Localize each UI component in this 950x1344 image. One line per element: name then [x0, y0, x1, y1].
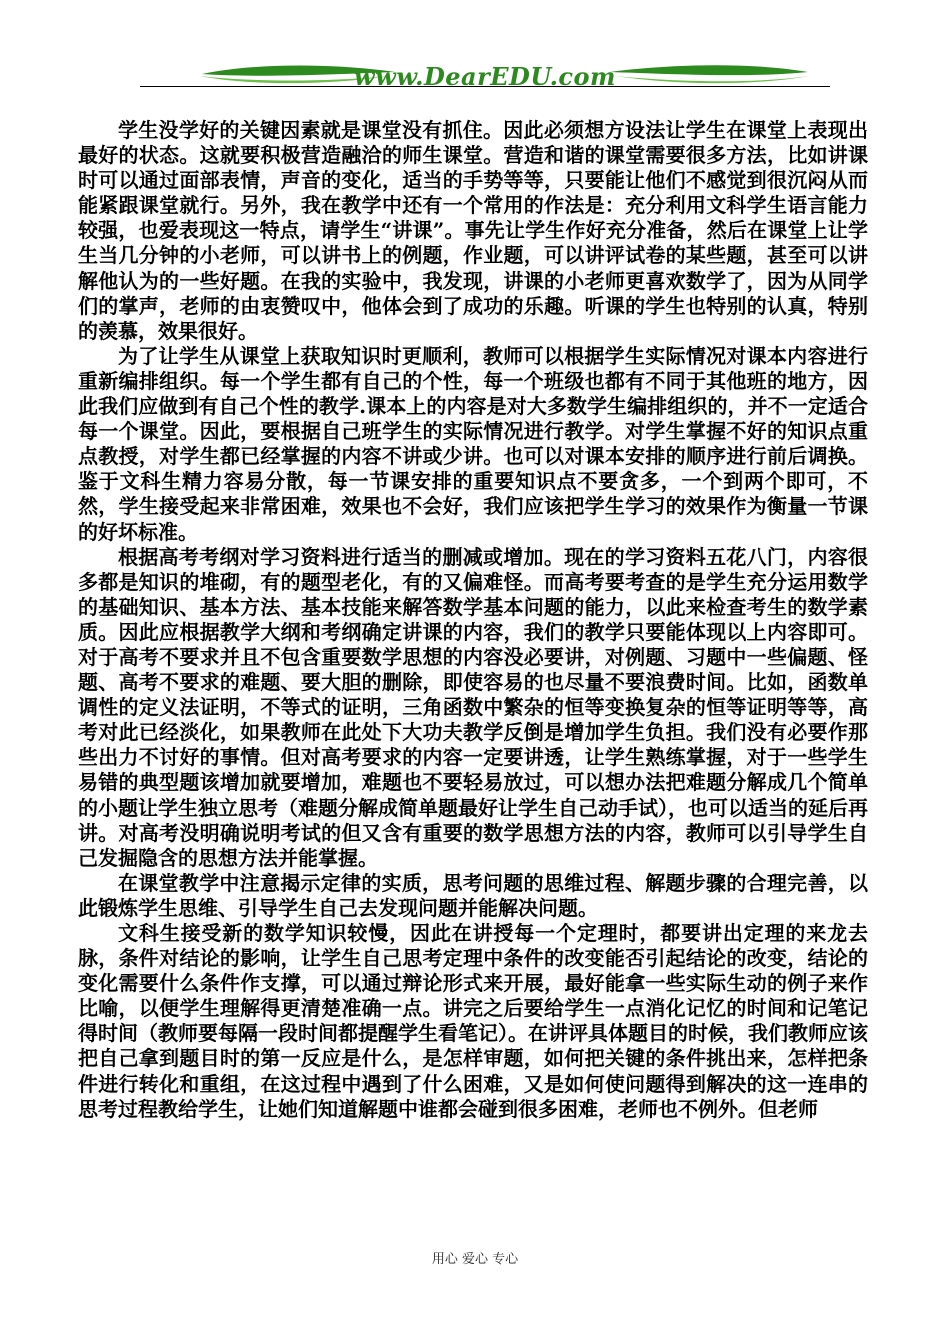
document-body [78, 118, 868, 1122]
paragraph-5: 文科生接受新的数学知识较慢，因此在讲授每一个定理时，都要讲出定理的来龙去脉，条件对结论的影响，让学生自己思考定理中条件的改变能否引起结论的改变，结论的变化需要什么条件作支撑，可以通过辩论形式来开展，最好能拿一些实际生动的例子来作比喻，以便学生理解得更清楚准确一点。讲完之后要给学生一点消化记忆的时间和记笔记得时间（教师要每隔一段时间都提醒学生看笔记）。在讲评具体题目的时候，我们教师应该把自己拿到题目时的第一反应是什么，是怎样审题，如何把关键的条件挑出来，怎样把条件进行转化和重组，在这过程中遇到了什么困难，又是如何使问题得到解决的这一连串的思考过程教给学生，让她们知道解题中谁都会碰到很多困难，老师也不例外。但老师 [78, 921, 868, 1121]
paragraph-3: 根据高考考纲对学习资料进行适当的删减或增加。现在的学习资料五花八门，内容很多都是知识的堆砌，有的题型老化，有的又偏难怪。而高考要考查的是学生充分运用数学的基础知识、基本方法、基本技能来解答数学基本问题的能力，以此来检查考生的数学素质。因此应根据教学大纲和考纲确定讲课的内容，我们的教学只要能体现以上内容即可。对于高考不要求并且不包含重要数学思想的内容没必要讲，对例题、习题中一些偏题、怪题、高考不要求的难题、要大胆的删除，即使容易的也尽量不要浪费时间。比如，函数单调性的定义法证明，不等式的证明，三角函数中繁杂的恒等变换复杂的恒等证明等等，高考对此已经淡化，如果教师在此处下大功夫教学反倒是增加学生负担。我们没有必要作那些出力不讨好的事情。但对高考要求的内容一定要讲透，让学生熟练掌握，对于一些学生易错的典型题该增加就要增加，难题也不要轻易放过，可以想办法把难题分解成几个简单的小题让学生独立思考（难题分解成简单题最好让学生自己动手试），也可以适当的延后再讲。对高考没明确说明考试的但又含有重要的数学思想方法的内容，教师可以引导学生自己发掘隐含的思想方法并能掌握。 [78, 544, 868, 870]
paragraph-4: 在课堂教学中注意揭示定律的实质，思考问题的思维过程、解题步骤的合理完善，以此锻炼学生思维、引导学生自己去发现问题并能解决问题。 [78, 870, 868, 920]
site-header-banner [140, 52, 830, 100]
site-url: www.DearEDU.com [354, 62, 616, 91]
page-footer: 用心 爱心 专心 [431, 1252, 519, 1267]
paragraph-1: 学生没学好的关键因素就是课堂没有抓住。因此必须想方设法让学生在课堂上表现出最好的状态。这就要积极营造融洽的师生课堂。营造和谐的课堂需要很多方法，比如讲课时可以通过面部表情，声音的变化，适当的手势等等，只要能让他们不感觉到很沉闷从而能紧跟课堂就行。另外，我在教学中还有一个常用的作法是：充分利用文科学生语言能力较强，也爱表现这一特点，请学生“讲课”。事先让学生作好充分准备，然后在课堂上让学生当几分钟的小老师，可以讲书上的例题，作业题，可以讲评试卷的某些题，甚至可以讲解他认为的一些好题。在我的实验中，我发现，讲课的小老师更喜欢数学了，因为从同学们的掌声，老师的由衷赞叹中，他体会到了成功的乐趣。听课的学生也特别的认真，特别的羡慕，效果很好。 [78, 118, 868, 343]
header-rule [140, 86, 830, 87]
paragraph-2: 为了让学生从课堂上获取知识时更顺利，教师可以根据学生实际情况对课本内容进行重新编排组织。每一个学生都有自己的个性，每一个班级也都有不同于其他班的地方，因此我们应做到有自己个性的教学.课本上的内容是对大多数学生编排组织的，并不一定适合每一个课堂。因此，要根据自己班学生的实际情况进行教学。对学生掌握不好的知识点重点教授，对学生都已经掌握的内容不讲或少讲。也可以对课本安排的顺序进行前后调换。鉴于文科生精力容易分散，每一节课安排的重要知识点不要贪多，一个到两个即可，不然，学生接受起来非常困难，效果也不会好，我们应该把学生学习的效果作为衡量一节课的好坏标准。 [78, 343, 868, 544]
